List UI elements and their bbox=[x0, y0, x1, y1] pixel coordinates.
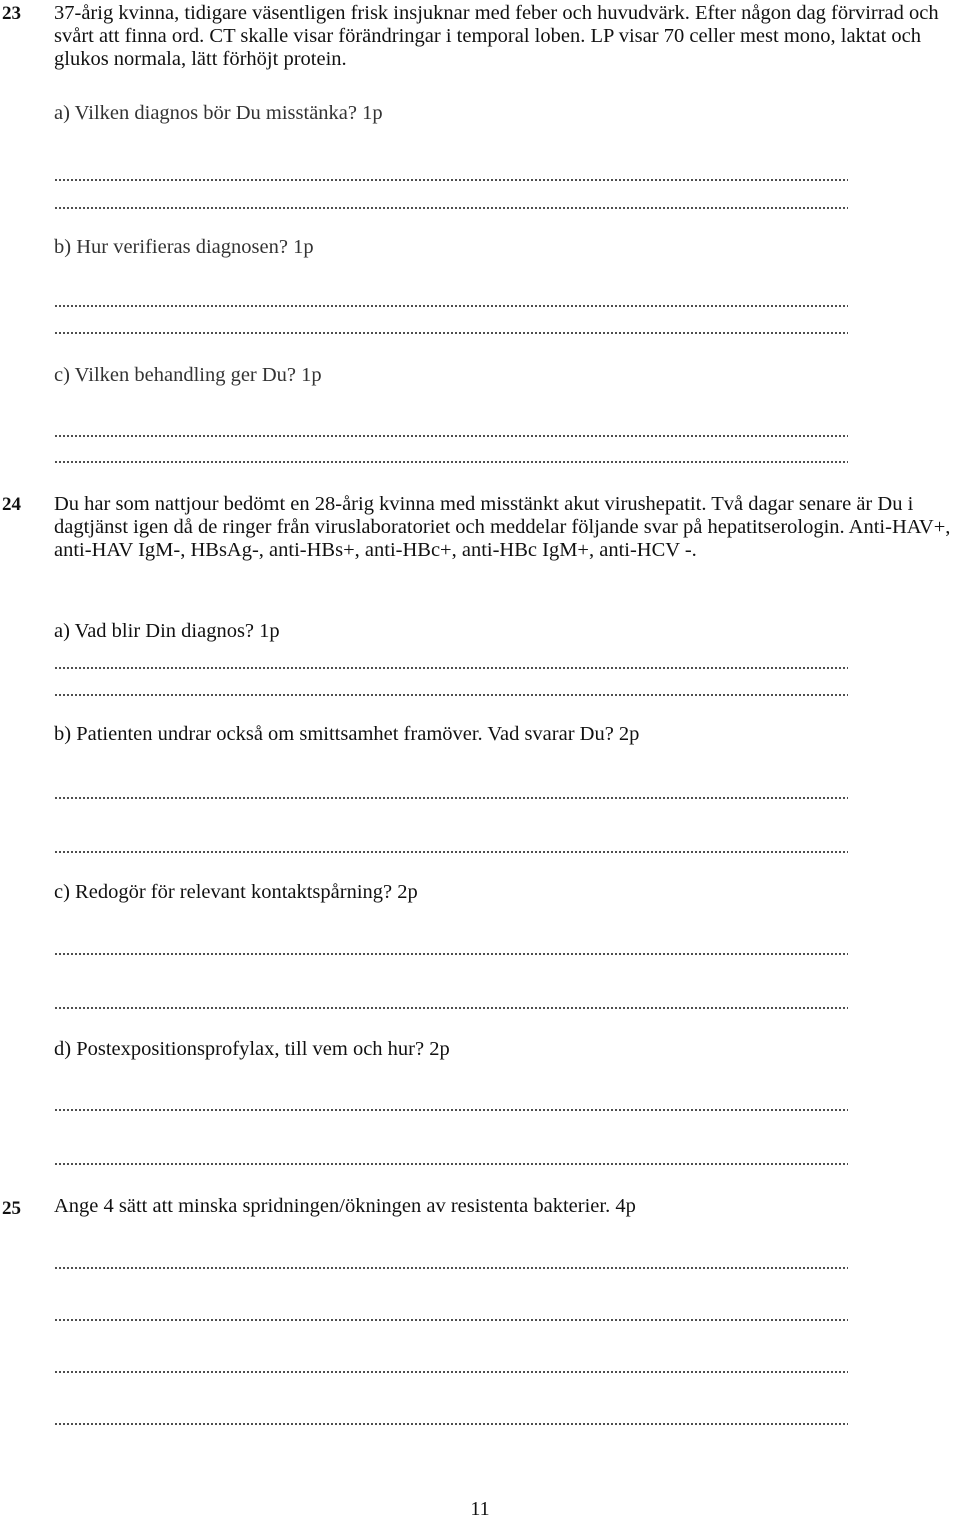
answer-line[interactable] bbox=[54, 304, 848, 308]
question-number: 24 bbox=[2, 494, 21, 515]
answer-line[interactable] bbox=[54, 850, 848, 854]
sub-question: c) Vilken behandling ger Du? 1p bbox=[54, 364, 322, 386]
answer-line[interactable] bbox=[54, 1108, 848, 1112]
sub-question: b) Patienten undrar också om smittsamhet framöver. Vad svarar Du? 2p bbox=[54, 723, 640, 745]
question-text: 37-årig kvinna, tidigare väsentligen frisk insjuknar med feber och huvudvärk. Efter någon dag förvirrad och svårt att finna ord. CT skalle visar förändringar i temporal loben. LP visar 70 celler mest mono, laktat och glukos normala, lätt förhöjt protein. bbox=[54, 2, 939, 70]
sub-question: d) Postexpositionsprofylax, till vem och hur? 2p bbox=[54, 1038, 450, 1060]
answer-line[interactable] bbox=[54, 206, 848, 210]
answer-line[interactable] bbox=[54, 331, 848, 335]
answer-line[interactable] bbox=[54, 952, 848, 956]
answer-line[interactable] bbox=[54, 1162, 848, 1166]
answer-line[interactable] bbox=[54, 178, 848, 182]
answer-line[interactable] bbox=[54, 460, 848, 464]
answer-line[interactable] bbox=[54, 796, 848, 800]
question-number: 23 bbox=[2, 3, 21, 24]
answer-line[interactable] bbox=[54, 1266, 848, 1270]
sub-question: b) Hur verifieras diagnosen? 1p bbox=[54, 236, 314, 258]
sub-question: a) Vilken diagnos bör Du misstänka? 1p bbox=[54, 102, 383, 124]
answer-line[interactable] bbox=[54, 1370, 848, 1374]
question-number: 25 bbox=[2, 1198, 21, 1219]
answer-line[interactable] bbox=[54, 693, 848, 697]
sub-question: a) Vad blir Din diagnos? 1p bbox=[54, 620, 280, 642]
question-text: Du har som nattjour bedömt en 28-årig kvinna med misstänkt akut virushepatit. Två dagar senare är Du i dagtjänst igen då de ringer från viruslaboratoriet och meddelar följande svar på hepatitserologin. Anti-HAV+, anti-HAV IgM-, HBsAg-, anti-HBs+, anti-HBc+, anti-HBc IgM+, anti-HCV -. bbox=[54, 493, 951, 561]
page-number: 11 bbox=[470, 1498, 490, 1520]
answer-line[interactable] bbox=[54, 666, 848, 670]
sub-question: c) Redogör för relevant kontaktspårning? 2p bbox=[54, 881, 418, 903]
answer-line[interactable] bbox=[54, 434, 848, 438]
answer-line[interactable] bbox=[54, 1006, 848, 1010]
answer-line[interactable] bbox=[54, 1422, 848, 1426]
answer-line[interactable] bbox=[54, 1318, 848, 1322]
question-text: Ange 4 sätt att minska spridningen/ökningen av resistenta bakterier. 4p bbox=[54, 1195, 636, 1217]
